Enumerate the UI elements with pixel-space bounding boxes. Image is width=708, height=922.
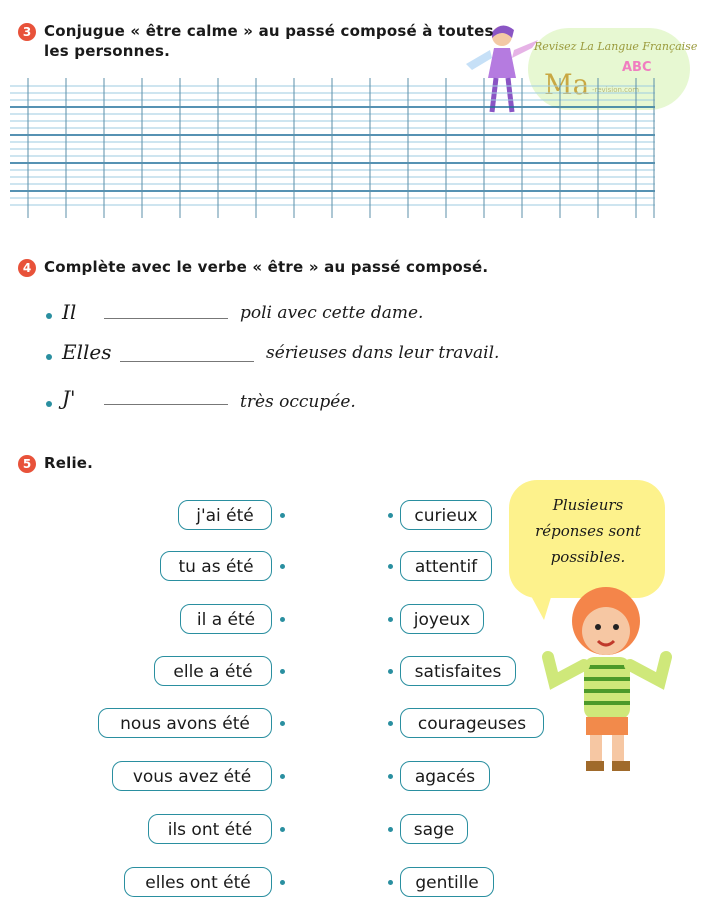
connect-dot[interactable] [388,513,393,518]
left-item-tu-as-ete[interactable]: tu as été [160,551,272,581]
left-item-ils-ont-ete[interactable]: ils ont été [148,814,272,844]
connect-dot[interactable] [280,669,285,674]
left-item-vous-avez-ete[interactable]: vous avez été [112,761,272,791]
left-item-elle-a-ete[interactable]: elle a été [154,656,272,686]
right-item-agaces[interactable]: agacés [400,761,490,791]
watermark-small-text: -revision.com [592,86,640,94]
connect-dot[interactable] [388,669,393,674]
connect-dot[interactable] [280,564,285,569]
exercise-4-number: 4 [18,259,36,277]
left-item-nous-avons-ete[interactable]: nous avons été [98,708,272,738]
sentence-3-rest: très occupée. [240,392,356,412]
connect-dot[interactable] [280,774,285,779]
connect-dot[interactable] [280,513,285,518]
exercise-3-number: 3 [18,23,36,41]
sentence-1-rest: poli avec cette dame. [240,303,424,323]
sentence-1-subject: Il [62,300,77,324]
left-item-jai-ete[interactable]: j'ai été [178,500,272,530]
watermark-top-text: Revisez La Langue Française [534,40,698,53]
speech-bubble-text [518,492,658,570]
watermark-ma-text: Ma [544,68,590,101]
bubble-line-1: Plusieurs [552,496,624,514]
boy-illustration [540,585,680,785]
right-item-satisfaites[interactable]: satisfaites [400,656,516,686]
connect-dot[interactable] [388,721,393,726]
exercise-5-number: 5 [18,455,36,473]
connect-dot[interactable] [280,721,285,726]
sentence-2-blank[interactable] [120,361,254,362]
bullet [46,401,52,407]
sentence-3-subject: J' [62,386,76,410]
connect-dot[interactable] [280,880,285,885]
sentence-3-blank[interactable] [104,404,228,405]
left-item-elles-ont-ete[interactable]: elles ont été [124,867,272,897]
right-item-gentille[interactable]: gentille [400,867,494,897]
exercise-3-instruction-line2: les personnes. [44,42,170,60]
bullet [46,313,52,319]
exercise-5-instruction: Relie. [44,454,94,472]
right-item-attentif[interactable]: attentif [400,551,492,581]
connect-dot[interactable] [388,564,393,569]
connect-dot[interactable] [388,617,393,622]
sentence-2-subject: Elles [62,340,112,364]
connect-dot[interactable] [388,880,393,885]
connect-dot[interactable] [388,827,393,832]
connect-dot[interactable] [280,617,285,622]
connect-dot[interactable] [388,774,393,779]
exercise-3-instruction-line1: Conjugue « être calme » au passé composé à toutes [44,22,494,40]
right-item-sage[interactable]: sage [400,814,468,844]
right-item-courageuses[interactable]: courageuses [400,708,544,738]
sentence-1-blank[interactable] [104,318,228,319]
writing-grid[interactable] [10,78,655,218]
left-item-il-a-ete[interactable]: il a été [180,604,272,634]
bubble-line-2: réponses sont [535,522,641,540]
bubble-line-3: possibles. [550,548,626,566]
watermark-abc-text: ABC [622,60,652,75]
sentence-2-rest: sérieuses dans leur travail. [266,343,500,363]
right-item-joyeux[interactable]: joyeux [400,604,484,634]
right-item-curieux[interactable]: curieux [400,500,492,530]
exercise-4-instruction: Complète avec le verbe « être » au passé composé. [44,258,489,276]
connect-dot[interactable] [280,827,285,832]
bullet [46,354,52,360]
